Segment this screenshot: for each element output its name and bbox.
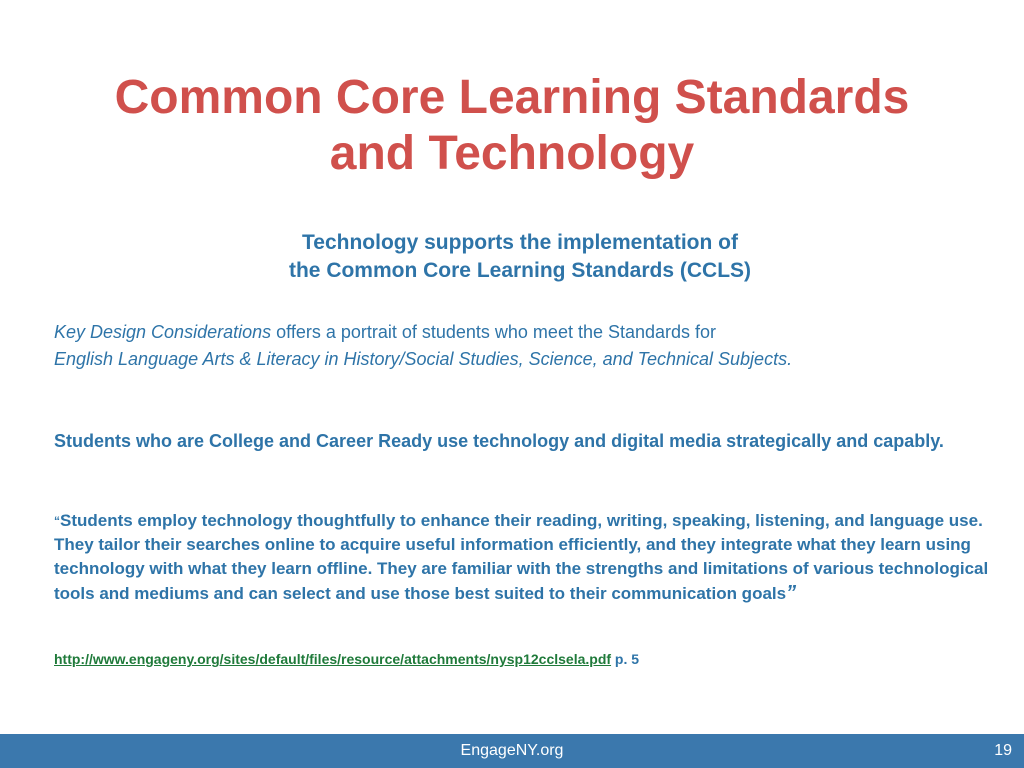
college-career-ready-statement: Students who are College and Career Ready use technology and digital media strategically and capably. (54, 431, 944, 451)
slide-title (0, 70, 1024, 182)
slide-title-line-1: Common Core Learning Standards (114, 71, 910, 124)
source-page: p. 5 (611, 651, 640, 667)
subtitle-line-2: the Common Core Learning Standards (CCLS) (288, 259, 752, 282)
footer-site-name: EngageNY.org (460, 742, 564, 759)
slide-subtitle (0, 229, 1024, 285)
key-design-considerations-paragraph (54, 319, 994, 373)
quote-open-mark: “ (54, 514, 60, 528)
quote-close-mark: ” (786, 582, 797, 604)
subtitle-line-1: Technology supports the implementation of (302, 231, 738, 254)
standards-quote (54, 509, 1004, 606)
kdc-text: offers a portrait of students who meet the Standards for (271, 322, 717, 342)
slide-title-line-2: and Technology (329, 127, 695, 180)
slide-page-number: 19 (994, 742, 1012, 759)
kdc-subject-list: English Language Arts & Literacy in History/Social Studies, Science, and Technical Subjects. (54, 349, 793, 369)
footer-bar (0, 734, 1024, 768)
source-link[interactable]: http://www.engageny.org/sites/default/files/resource/attachments/nysp12cclsela.pdf (54, 651, 612, 667)
kdc-title: Key Design Considerations (54, 322, 272, 342)
quote-text: Students employ technology thoughtfully to enhance their reading, writing, speaking, listening, and language use. They tailor their searches online to acquire useful information efficiently, and they integrate what they learn using technology with what they learn offline. They are familiar with the strengths and limitations of various technological tools and mediums and can select and use those best suited to their communication goals (54, 511, 989, 603)
source-citation (54, 649, 639, 669)
